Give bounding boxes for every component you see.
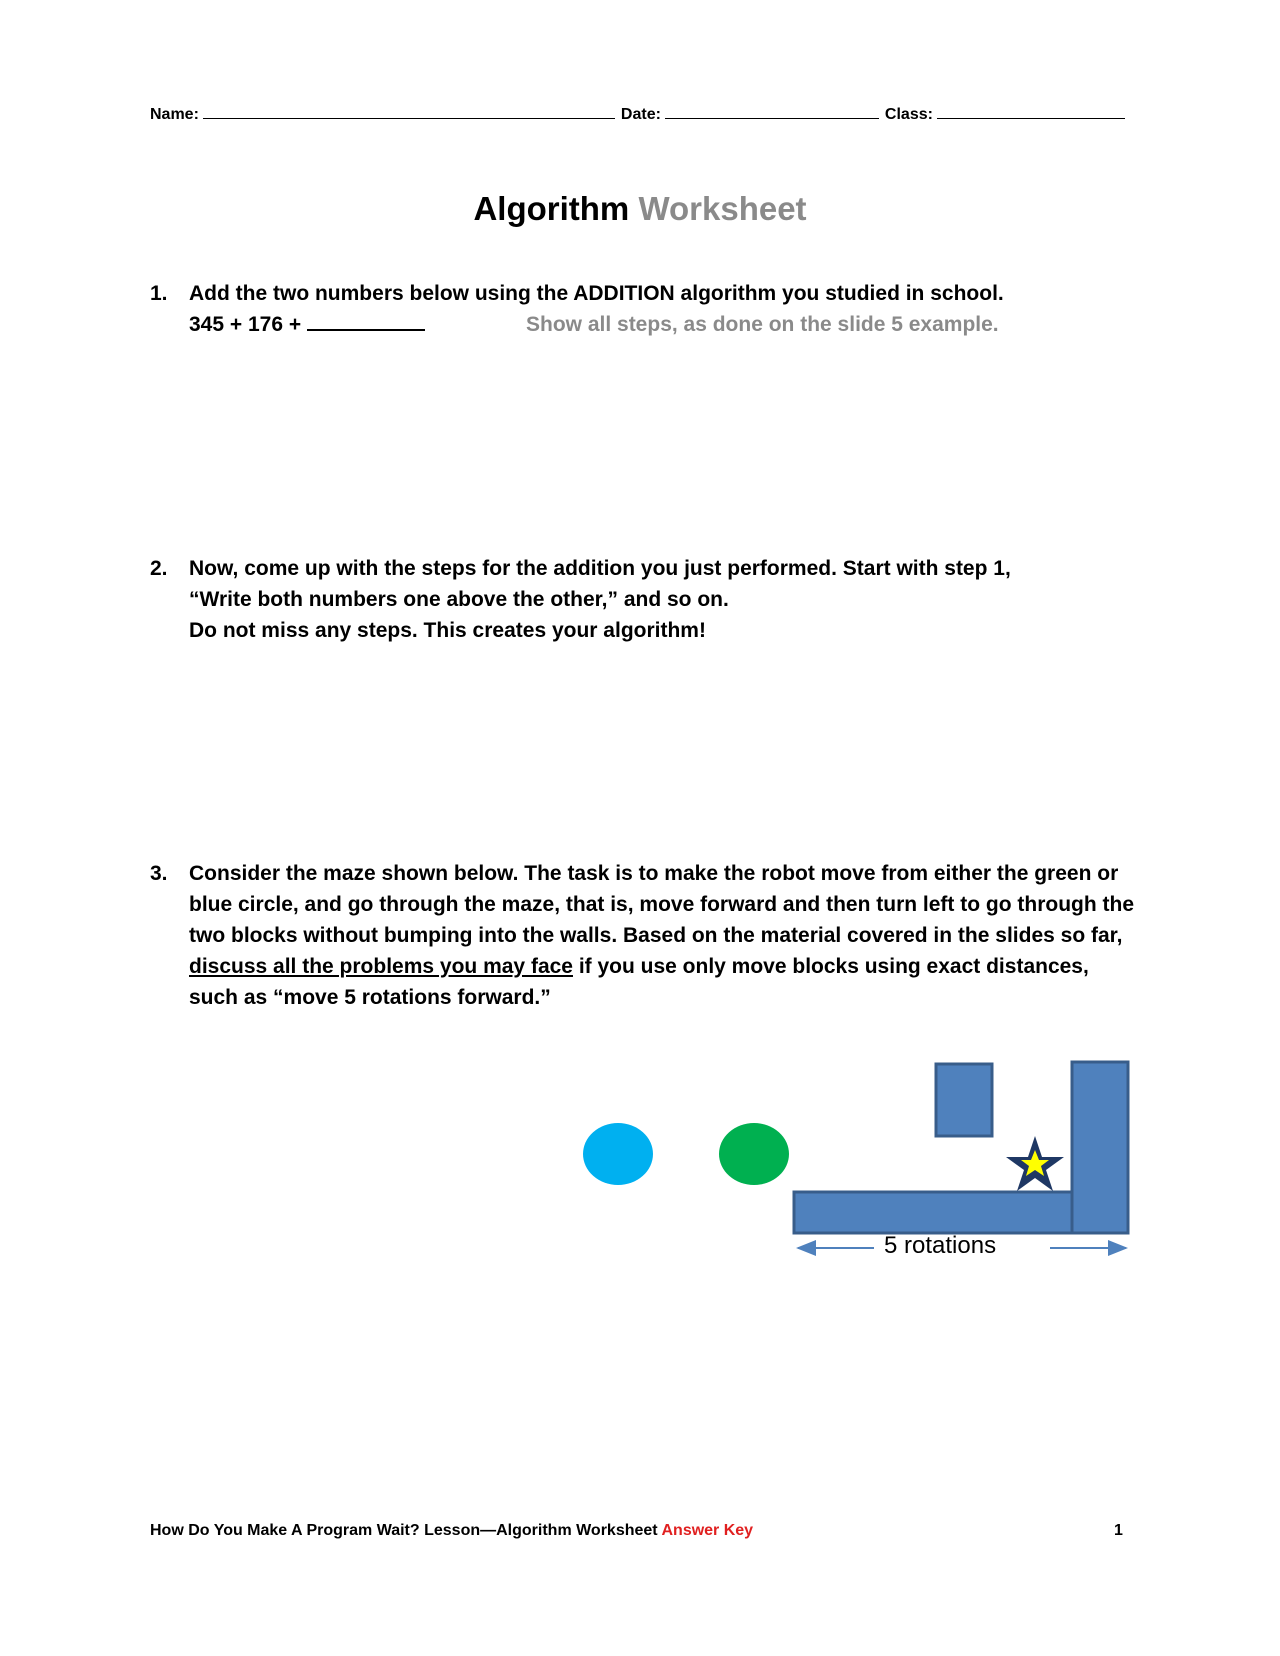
date-blank[interactable]: [665, 106, 879, 119]
green-start-circle: [719, 1123, 789, 1185]
class-blank[interactable]: [937, 106, 1125, 119]
question-1-expression: [189, 309, 425, 340]
question-2: [150, 553, 1140, 646]
question-2-body: [189, 553, 1140, 646]
page-title: [0, 190, 1280, 228]
maze-diagram: [570, 1050, 1150, 1260]
maze-right-wall: [1072, 1062, 1128, 1233]
question-3-text-before: Consider the maze shown below. The task is to make the robot move from either the green or blue circle, and go through the maze, that is, move forward and then turn left to go through the two blocks without bumping into the walls. Based on the material covered in the slides so far,: [189, 862, 1135, 947]
distance-label: 5 rotations: [884, 1232, 997, 1259]
footer-text: How Do You Make A Program Wait? Lesson—Algorithm Worksheet: [150, 1522, 658, 1539]
title-accent: Worksheet: [638, 190, 807, 227]
question-number: 1.: [150, 282, 168, 305]
expression-text: 345 + 176 +: [189, 313, 302, 336]
page-footer: [150, 1522, 753, 1540]
question-3-body: [189, 858, 1140, 1013]
question-3-underlined: discuss all the problems you may face: [189, 955, 573, 978]
question-number: 3.: [150, 862, 168, 885]
answer-key-label: Answer Key: [661, 1522, 754, 1539]
blue-start-circle: [583, 1123, 653, 1185]
question-1: [150, 278, 1140, 309]
date-label: Date:: [620, 106, 661, 123]
question-1-text: Add the two numbers below using the ADDITION algorithm you studied in school.: [189, 282, 1004, 305]
question-1-hint: Show all steps, as done on the slide 5 example.: [526, 313, 999, 336]
answer-blank[interactable]: [307, 311, 425, 331]
question-3: [150, 858, 1140, 1013]
page-number: 1: [1114, 1522, 1123, 1539]
question-2-line-2: “Write both numbers one above the other,” and so on.: [189, 588, 729, 611]
maze-top-block: [936, 1064, 992, 1136]
header-fields: [150, 106, 1140, 124]
name-label: Name:: [150, 106, 199, 123]
maze-bottom-wall: [794, 1192, 1074, 1233]
question-2-line-1: Now, come up with the steps for the addition you just performed. Start with step 1,: [189, 557, 1011, 580]
class-label: Class:: [884, 106, 933, 123]
question-3-text-after: if you use only move blocks using exact distances, such as “move 5 rotations forward.”: [189, 955, 1089, 1009]
question-number: 2.: [150, 557, 168, 580]
name-blank[interactable]: [203, 106, 615, 119]
question-2-line-3: Do not miss any steps. This creates your algorithm!: [189, 619, 706, 642]
title-main: Algorithm: [473, 190, 630, 227]
